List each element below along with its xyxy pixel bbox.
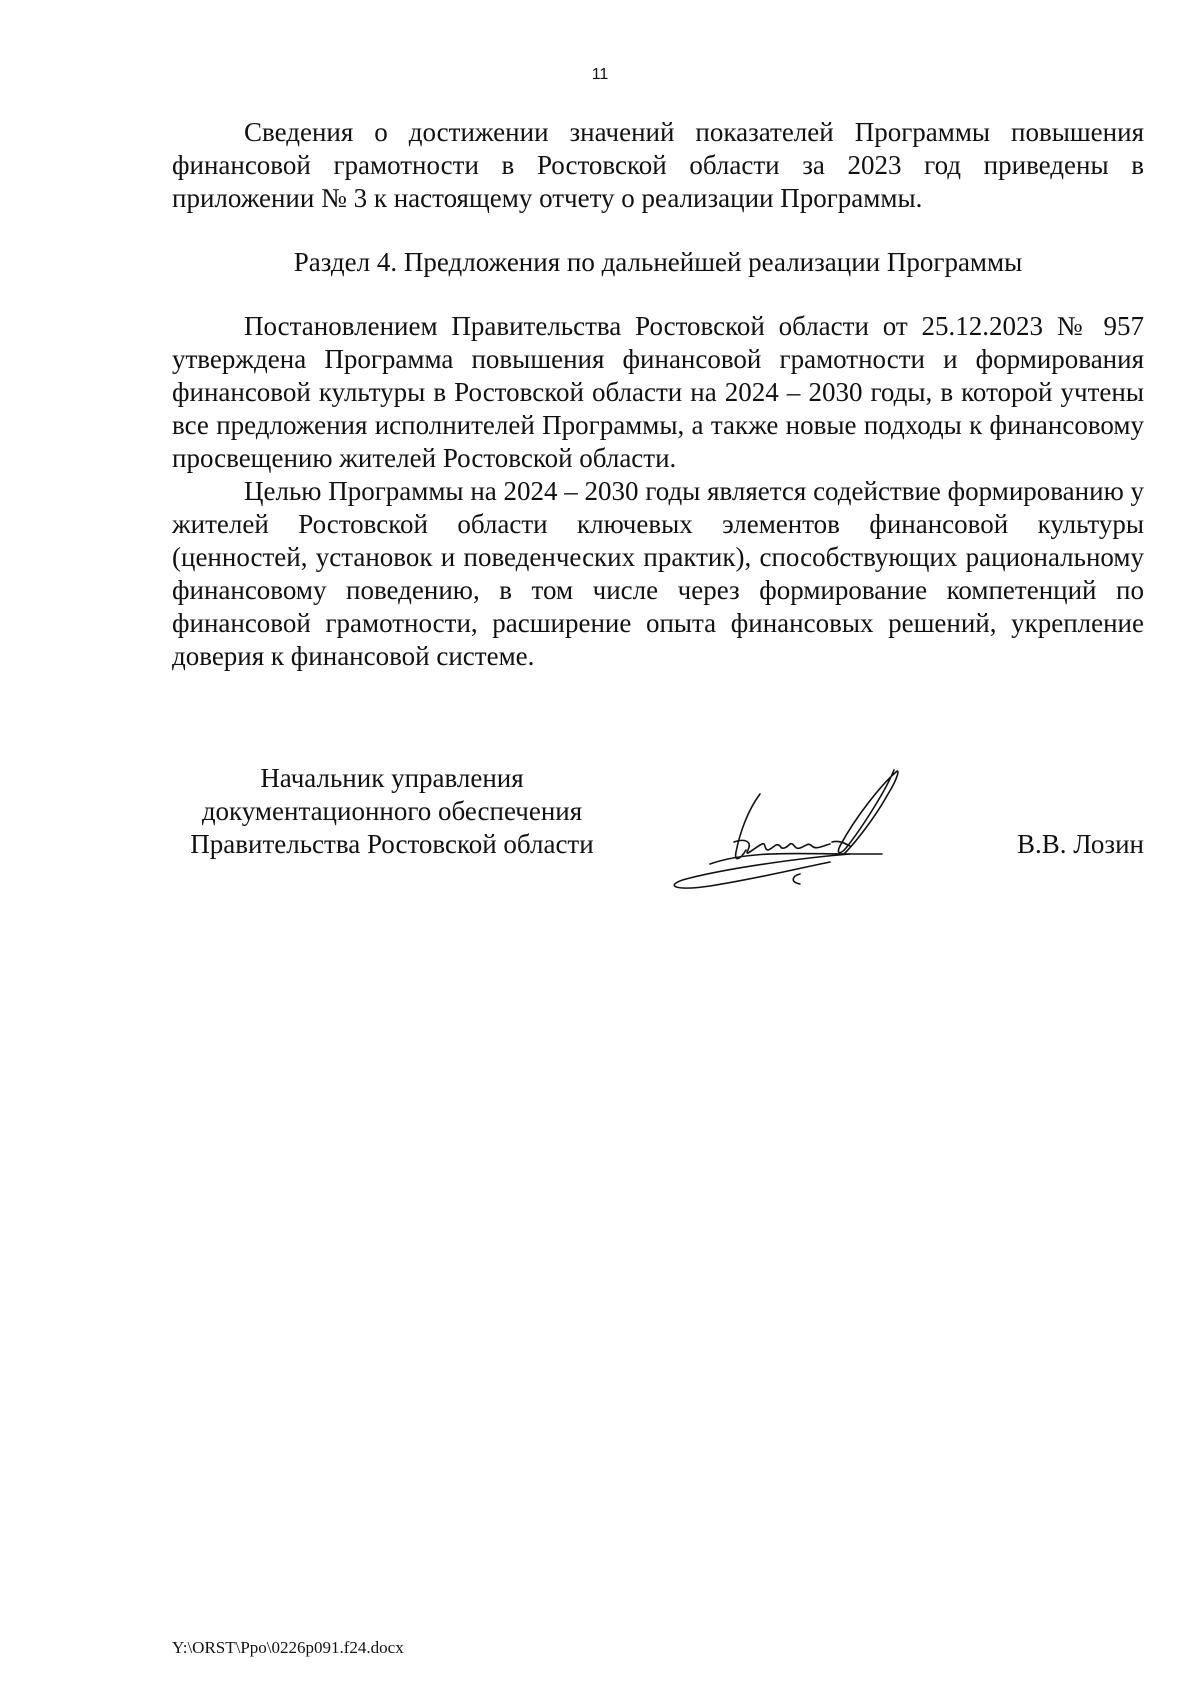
- signatory-position-line: документационного обеспечения: [201, 796, 583, 826]
- signatory-position-line: Правительства Ростовской области: [190, 829, 594, 859]
- paragraph-resolution: Постановлением Правительства Ростовской области от 25.12.2023 № 957 утверждена Программа повышения финансовой грамотности и формирования финансовой культуры в Ростовской области на 2024 – 2030 годы, в которой учтены все предложения исполнителей Программы, а также новые подходы к финансовому просвещению жителей Ростовской области.: [172, 311, 1144, 473]
- signatory-name: В.В. Лозин: [1017, 829, 1144, 859]
- paragraph-indicators-info: Сведения о достижении значений показателей Программы повышения финансовой грамотности в Ростовской области за 2023 год приведены в приложении № 3 к настоящему отчету о реализации Программы.: [172, 117, 1144, 213]
- section-body: [172, 310, 1144, 673]
- paragraph-program-goal: Целью Программы на 2024 – 2030 годы является содействие формированию у жителей Ростовской области ключевых элементов финансовой культуры (ценностей, установок и поведенческих практик), способствующих рациональному финансовому поведению, в том числе через формирование компетенций по финансовой грамотности, расширение опыта финансовых решений, укрепление доверия к финансовой системе.: [172, 476, 1144, 671]
- signatory-position-line: Начальник управления: [260, 763, 524, 793]
- page-number: 11: [591, 66, 609, 83]
- file-path-footer: Y:\ORST\Ppo\0226p091.f24.docx: [172, 1638, 404, 1657]
- signatory-position: [172, 762, 612, 861]
- handwritten-signature: [650, 750, 980, 910]
- section-title: Раздел 4. Предложения по дальнейшей реализации Программы: [293, 247, 1023, 277]
